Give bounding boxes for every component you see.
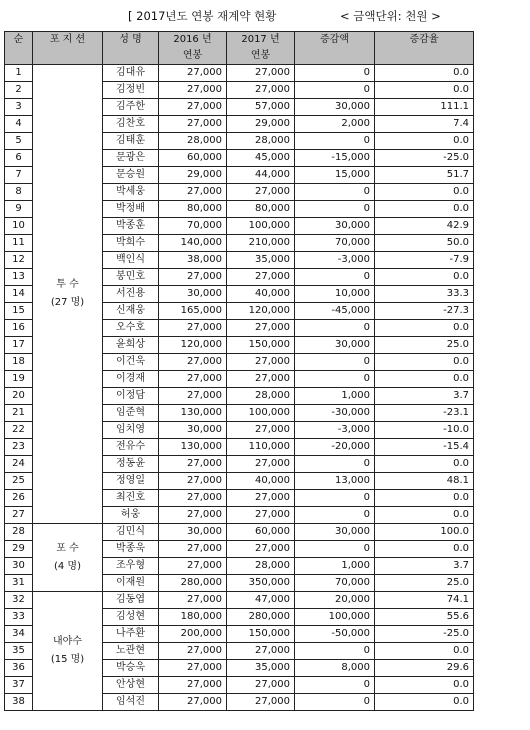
player-name: 김정빈 <box>103 82 159 99</box>
row-number: 28 <box>5 524 33 541</box>
change-amount: 30,000 <box>295 337 375 354</box>
row-number: 2 <box>5 82 33 99</box>
change-rate: -7.9 <box>375 252 474 269</box>
player-name: 박종훈 <box>103 218 159 235</box>
salary-2017: 60,000 <box>227 524 295 541</box>
row-number: 24 <box>5 456 33 473</box>
player-name: 나주환 <box>103 626 159 643</box>
table-row <box>5 65 474 82</box>
change-rate: 7.4 <box>375 116 474 133</box>
salary-2016: 27,000 <box>159 507 227 524</box>
change-amount: -30,000 <box>295 405 375 422</box>
player-name: 백인식 <box>103 252 159 269</box>
salary-2016: 27,000 <box>159 116 227 133</box>
salary-2017: 350,000 <box>227 575 295 592</box>
salary-2017: 57,000 <box>227 99 295 116</box>
player-name: 박정배 <box>103 201 159 218</box>
change-rate: 0.0 <box>375 269 474 286</box>
player-name: 정동윤 <box>103 456 159 473</box>
header-change-cont <box>295 48 375 65</box>
header-rate-cont <box>375 48 474 65</box>
salary-2017: 27,000 <box>227 422 295 439</box>
salary-2017: 150,000 <box>227 337 295 354</box>
row-number: 13 <box>5 269 33 286</box>
change-amount: 0 <box>295 269 375 286</box>
position-label: 포 수 <box>56 542 79 554</box>
change-rate: 0.0 <box>375 133 474 150</box>
player-name: 김성현 <box>103 609 159 626</box>
header-2016-salary: 연봉 <box>159 48 227 65</box>
salary-2016: 27,000 <box>159 320 227 337</box>
player-name: 윤희상 <box>103 337 159 354</box>
change-amount: -15,000 <box>295 150 375 167</box>
row-number: 27 <box>5 507 33 524</box>
table-row <box>5 524 474 541</box>
change-amount: 70,000 <box>295 235 375 252</box>
salary-2016: 27,000 <box>159 592 227 609</box>
header-position-cont <box>33 48 103 65</box>
row-number: 36 <box>5 660 33 677</box>
salary-2016: 120,000 <box>159 337 227 354</box>
change-rate: 74.1 <box>375 592 474 609</box>
header-position: 포 지 션 <box>33 32 103 49</box>
player-name: 이정담 <box>103 388 159 405</box>
change-rate: -15.4 <box>375 439 474 456</box>
salary-2016: 27,000 <box>159 660 227 677</box>
row-number: 11 <box>5 235 33 252</box>
position-group <box>33 592 103 711</box>
change-amount: 0 <box>295 201 375 218</box>
change-amount: 30,000 <box>295 218 375 235</box>
change-amount: 0 <box>295 82 375 99</box>
change-rate: 0.0 <box>375 694 474 711</box>
row-number: 34 <box>5 626 33 643</box>
change-amount: 0 <box>295 184 375 201</box>
change-amount: 20,000 <box>295 592 375 609</box>
player-name: 박승욱 <box>103 660 159 677</box>
salary-2017: 28,000 <box>227 133 295 150</box>
salary-2016: 27,000 <box>159 694 227 711</box>
change-amount: 0 <box>295 490 375 507</box>
salary-2017: 35,000 <box>227 252 295 269</box>
salary-2016: 27,000 <box>159 490 227 507</box>
change-rate: 0.0 <box>375 354 474 371</box>
change-rate: -25.0 <box>375 626 474 643</box>
salary-table <box>4 31 474 711</box>
row-number: 9 <box>5 201 33 218</box>
change-amount: 0 <box>295 541 375 558</box>
player-name: 김대유 <box>103 65 159 82</box>
row-number: 21 <box>5 405 33 422</box>
change-rate: 0.0 <box>375 507 474 524</box>
change-amount: 0 <box>295 133 375 150</box>
change-amount: 30,000 <box>295 99 375 116</box>
player-name: 이재원 <box>103 575 159 592</box>
change-rate: 29.6 <box>375 660 474 677</box>
row-number: 4 <box>5 116 33 133</box>
salary-2017: 110,000 <box>227 439 295 456</box>
salary-2016: 28,000 <box>159 133 227 150</box>
salary-2017: 27,000 <box>227 490 295 507</box>
header-name: 성 명 <box>103 32 159 49</box>
salary-2016: 60,000 <box>159 150 227 167</box>
change-rate: -27.3 <box>375 303 474 320</box>
header-2016-year: 2016 년 <box>159 32 227 49</box>
salary-2017: 27,000 <box>227 541 295 558</box>
salary-2017: 27,000 <box>227 320 295 337</box>
change-amount: 1,000 <box>295 558 375 575</box>
salary-2017: 27,000 <box>227 456 295 473</box>
player-name: 서진용 <box>103 286 159 303</box>
document-title-bar <box>0 8 530 26</box>
change-rate: 3.7 <box>375 388 474 405</box>
salary-2016: 27,000 <box>159 82 227 99</box>
player-name: 임치영 <box>103 422 159 439</box>
row-number: 6 <box>5 150 33 167</box>
change-amount: -50,000 <box>295 626 375 643</box>
row-number: 16 <box>5 320 33 337</box>
position-group <box>33 524 103 592</box>
header-2017-year: 2017 년 <box>227 32 295 49</box>
player-name: 박종욱 <box>103 541 159 558</box>
player-name: 이경재 <box>103 371 159 388</box>
row-number: 12 <box>5 252 33 269</box>
player-name: 문광은 <box>103 150 159 167</box>
player-name: 최진호 <box>103 490 159 507</box>
row-number: 33 <box>5 609 33 626</box>
player-name: 임준혁 <box>103 405 159 422</box>
change-amount: -3,000 <box>295 422 375 439</box>
change-rate: -23.1 <box>375 405 474 422</box>
change-rate: 0.0 <box>375 82 474 99</box>
salary-2017: 27,000 <box>227 643 295 660</box>
position-count: (27 명) <box>50 297 85 308</box>
change-rate: 0.0 <box>375 184 474 201</box>
salary-2017: 45,000 <box>227 150 295 167</box>
salary-2016: 27,000 <box>159 65 227 82</box>
salary-2017: 27,000 <box>227 354 295 371</box>
salary-2016: 27,000 <box>159 541 227 558</box>
row-number: 17 <box>5 337 33 354</box>
row-number: 19 <box>5 371 33 388</box>
change-rate: 50.0 <box>375 235 474 252</box>
change-amount: 13,000 <box>295 473 375 490</box>
salary-2016: 80,000 <box>159 201 227 218</box>
change-amount: 0 <box>295 371 375 388</box>
change-rate: 0.0 <box>375 643 474 660</box>
change-rate: 0.0 <box>375 65 474 82</box>
row-number: 5 <box>5 133 33 150</box>
player-name: 김주한 <box>103 99 159 116</box>
change-rate: 0.0 <box>375 320 474 337</box>
change-rate: 48.1 <box>375 473 474 490</box>
salary-2017: 29,000 <box>227 116 295 133</box>
player-name: 정영일 <box>103 473 159 490</box>
row-number: 26 <box>5 490 33 507</box>
salary-2017: 100,000 <box>227 405 295 422</box>
change-rate: 0.0 <box>375 677 474 694</box>
change-rate: 0.0 <box>375 201 474 218</box>
player-name: 박세웅 <box>103 184 159 201</box>
change-rate: 25.0 <box>375 575 474 592</box>
change-amount: 0 <box>295 354 375 371</box>
salary-2017: 100,000 <box>227 218 295 235</box>
row-number: 32 <box>5 592 33 609</box>
change-amount: 1,000 <box>295 388 375 405</box>
salary-2017: 27,000 <box>227 677 295 694</box>
row-number: 29 <box>5 541 33 558</box>
change-rate: 0.0 <box>375 541 474 558</box>
row-number: 31 <box>5 575 33 592</box>
position-label: 내야수 <box>53 636 82 647</box>
change-rate: 25.0 <box>375 337 474 354</box>
row-number: 37 <box>5 677 33 694</box>
salary-2016: 30,000 <box>159 286 227 303</box>
change-amount: 0 <box>295 507 375 524</box>
change-amount: 10,000 <box>295 286 375 303</box>
change-amount: 2,000 <box>295 116 375 133</box>
salary-2017: 280,000 <box>227 609 295 626</box>
salary-2016: 130,000 <box>159 439 227 456</box>
change-amount: 0 <box>295 694 375 711</box>
player-name: 문승원 <box>103 167 159 184</box>
salary-2017: 44,000 <box>227 167 295 184</box>
salary-2016: 30,000 <box>159 524 227 541</box>
player-name: 김민식 <box>103 524 159 541</box>
change-rate: -10.0 <box>375 422 474 439</box>
player-name: 안상현 <box>103 677 159 694</box>
salary-2016: 27,000 <box>159 388 227 405</box>
header-name-cont <box>103 48 159 65</box>
row-number: 30 <box>5 558 33 575</box>
salary-2017: 28,000 <box>227 558 295 575</box>
salary-2017: 80,000 <box>227 201 295 218</box>
change-amount: 0 <box>295 456 375 473</box>
player-name: 김찬호 <box>103 116 159 133</box>
change-rate: 0.0 <box>375 371 474 388</box>
unit-note: < 금액단위: 천원 > <box>340 9 441 23</box>
salary-2017: 210,000 <box>227 235 295 252</box>
position-count: (4 명) <box>53 560 81 572</box>
change-rate: 55.6 <box>375 609 474 626</box>
row-number: 23 <box>5 439 33 456</box>
player-name: 신재웅 <box>103 303 159 320</box>
salary-2016: 27,000 <box>159 354 227 371</box>
salary-2017: 27,000 <box>227 184 295 201</box>
salary-2016: 29,000 <box>159 167 227 184</box>
change-rate: 51.7 <box>375 167 474 184</box>
change-rate: -25.0 <box>375 150 474 167</box>
change-amount: 0 <box>295 320 375 337</box>
salary-2016: 27,000 <box>159 184 227 201</box>
table-body <box>5 65 474 711</box>
change-amount: 70,000 <box>295 575 375 592</box>
player-name: 오수호 <box>103 320 159 337</box>
player-name: 임석진 <box>103 694 159 711</box>
salary-2016: 165,000 <box>159 303 227 320</box>
row-number: 22 <box>5 422 33 439</box>
change-amount: -45,000 <box>295 303 375 320</box>
salary-2016: 280,000 <box>159 575 227 592</box>
player-name: 김동엽 <box>103 592 159 609</box>
salary-2016: 27,000 <box>159 558 227 575</box>
row-number: 7 <box>5 167 33 184</box>
change-rate: 100.0 <box>375 524 474 541</box>
change-amount: -20,000 <box>295 439 375 456</box>
change-rate: 33.3 <box>375 286 474 303</box>
salary-2016: 130,000 <box>159 405 227 422</box>
row-number: 18 <box>5 354 33 371</box>
player-name: 김태훈 <box>103 133 159 150</box>
salary-2016: 38,000 <box>159 252 227 269</box>
salary-2017: 40,000 <box>227 473 295 490</box>
change-rate: 42.9 <box>375 218 474 235</box>
position-group <box>33 65 103 524</box>
salary-2017: 27,000 <box>227 371 295 388</box>
row-number: 10 <box>5 218 33 235</box>
salary-2017: 27,000 <box>227 65 295 82</box>
salary-2017: 35,000 <box>227 660 295 677</box>
salary-2017: 28,000 <box>227 388 295 405</box>
change-amount: 0 <box>295 643 375 660</box>
salary-2017: 47,000 <box>227 592 295 609</box>
row-number: 14 <box>5 286 33 303</box>
position-label: 투 수 <box>56 279 79 290</box>
salary-2016: 27,000 <box>159 677 227 694</box>
player-name: 전유수 <box>103 439 159 456</box>
salary-2016: 70,000 <box>159 218 227 235</box>
player-name: 이건욱 <box>103 354 159 371</box>
change-rate: 0.0 <box>375 490 474 507</box>
row-number: 8 <box>5 184 33 201</box>
change-amount: 100,000 <box>295 609 375 626</box>
salary-2016: 27,000 <box>159 99 227 116</box>
salary-2016: 27,000 <box>159 643 227 660</box>
salary-2017: 40,000 <box>227 286 295 303</box>
row-number: 25 <box>5 473 33 490</box>
salary-2016: 27,000 <box>159 371 227 388</box>
header-change: 증감액 <box>295 32 375 49</box>
salary-2017: 27,000 <box>227 82 295 99</box>
header-rate: 증감율 <box>375 32 474 49</box>
salary-2016: 27,000 <box>159 269 227 286</box>
page-title: [ 2017년도 연봉 재계약 현황 <box>128 9 277 23</box>
salary-2016: 180,000 <box>159 609 227 626</box>
position-count: (15 명) <box>50 654 85 665</box>
player-name: 조우형 <box>103 558 159 575</box>
player-name: 박희수 <box>103 235 159 252</box>
change-amount: 0 <box>295 65 375 82</box>
salary-2017: 27,000 <box>227 269 295 286</box>
change-rate: 0.0 <box>375 456 474 473</box>
salary-2016: 30,000 <box>159 422 227 439</box>
change-rate: 111.1 <box>375 99 474 116</box>
salary-2016: 200,000 <box>159 626 227 643</box>
table-row <box>5 592 474 609</box>
salary-2017: 150,000 <box>227 626 295 643</box>
row-number: 35 <box>5 643 33 660</box>
salary-2017: 27,000 <box>227 694 295 711</box>
table-header <box>5 32 474 65</box>
salary-2016: 140,000 <box>159 235 227 252</box>
header-no: 순 <box>5 32 33 49</box>
header-no-cont <box>5 48 33 65</box>
salary-2017: 27,000 <box>227 507 295 524</box>
change-amount: -3,000 <box>295 252 375 269</box>
change-amount: 30,000 <box>295 524 375 541</box>
row-number: 3 <box>5 99 33 116</box>
change-amount: 0 <box>295 677 375 694</box>
player-name: 허웅 <box>103 507 159 524</box>
change-rate: 3.7 <box>375 558 474 575</box>
salary-2017: 120,000 <box>227 303 295 320</box>
player-name: 노관현 <box>103 643 159 660</box>
change-amount: 8,000 <box>295 660 375 677</box>
header-2017-salary: 연봉 <box>227 48 295 65</box>
player-name: 봉민호 <box>103 269 159 286</box>
row-number: 38 <box>5 694 33 711</box>
row-number: 1 <box>5 65 33 82</box>
row-number: 15 <box>5 303 33 320</box>
change-amount: 15,000 <box>295 167 375 184</box>
salary-2016: 27,000 <box>159 456 227 473</box>
salary-2016: 27,000 <box>159 473 227 490</box>
row-number: 20 <box>5 388 33 405</box>
